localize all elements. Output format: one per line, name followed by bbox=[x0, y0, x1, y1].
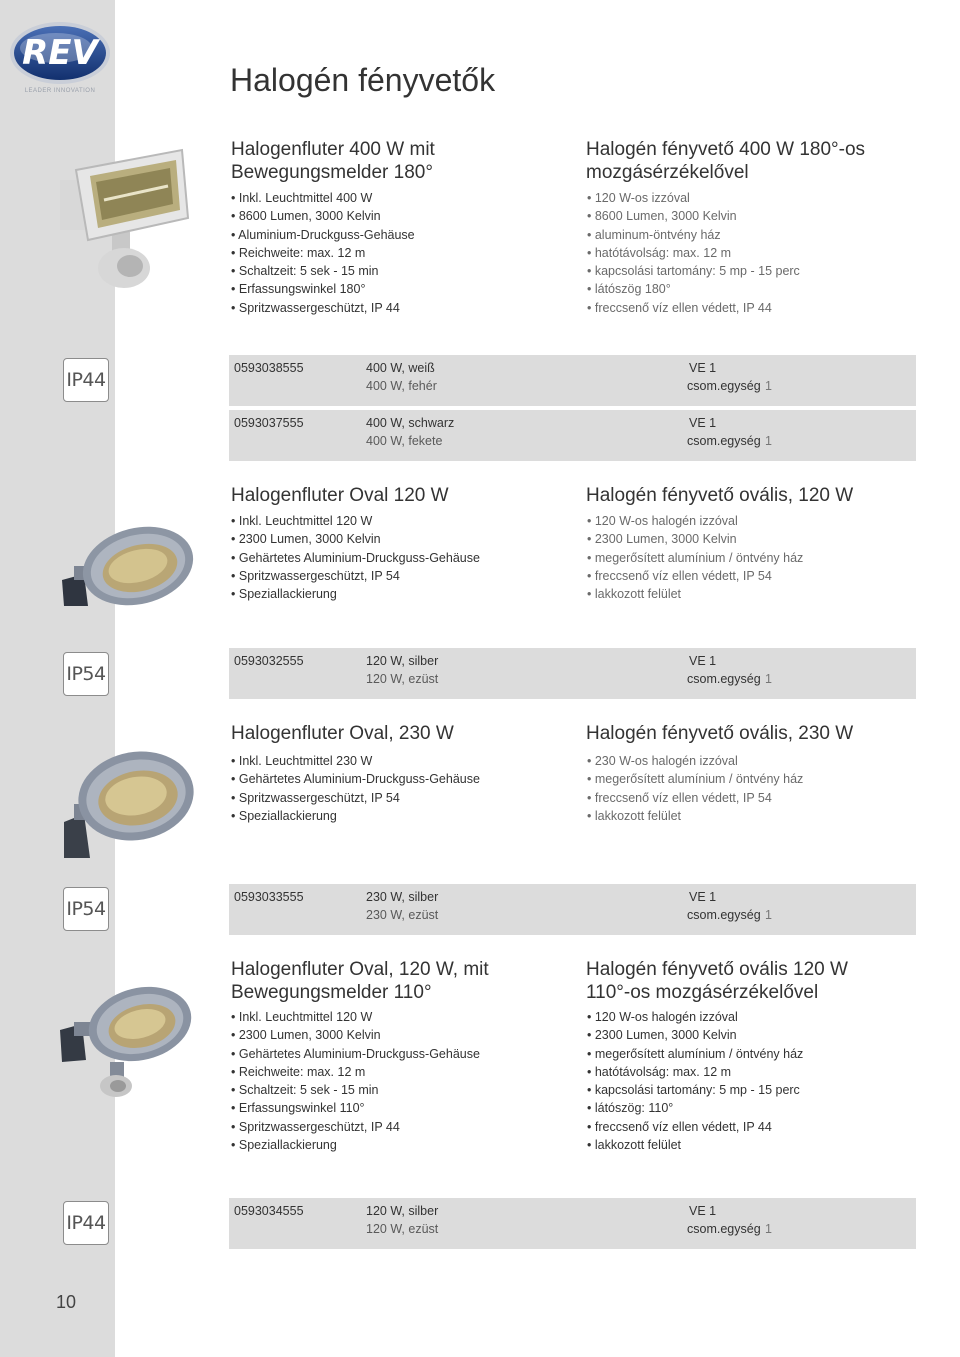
page-number: 10 bbox=[56, 1292, 77, 1312]
rev-logo-icon bbox=[8, 18, 112, 88]
product-photo-floodlight-400w bbox=[52, 140, 202, 290]
packing-unit-count: 1 bbox=[765, 1222, 772, 1236]
product-title-de: Halogenfluter Oval, 120 W, mit Bewegungsmelder 110° bbox=[231, 959, 489, 1003]
feature-item: • Speziallackierung bbox=[231, 585, 480, 603]
packing-unit-de: VE 1 bbox=[689, 890, 717, 904]
feature-item: • Gehärtetes Aluminium-Druckguss-Gehäuse bbox=[231, 1045, 480, 1063]
article-number: 0593033555 bbox=[234, 890, 304, 904]
feature-item: • freccsenő víz ellen védett, IP 44 bbox=[587, 299, 800, 317]
ip-rating-badge: IP54 bbox=[63, 887, 109, 931]
packing-unit-count: 1 bbox=[765, 434, 772, 448]
feature-item: • lakkozott felület bbox=[587, 1136, 803, 1154]
packing-unit-count: 1 bbox=[765, 908, 772, 922]
feature-item: • Spritzwassergeschützt, IP 44 bbox=[231, 1118, 480, 1136]
product-photo-oval-120w bbox=[58, 520, 198, 610]
product-title-hu: Halogén fényvető ovális 120 W 110°-os mozgásérzékelővel bbox=[586, 959, 848, 1003]
feature-item: • freccsenő víz ellen védett, IP 54 bbox=[587, 567, 803, 585]
feature-list-hu bbox=[587, 189, 800, 317]
feature-item: • 2300 Lumen, 3000 Kelvin bbox=[231, 1026, 480, 1044]
order-row bbox=[229, 648, 916, 699]
product-title-de: Halogenfluter Oval 120 W bbox=[231, 485, 449, 506]
feature-item: • látószög: 110° bbox=[587, 1099, 803, 1117]
product-title-hu: Halogén fényvető ovális, 230 W bbox=[586, 723, 854, 744]
feature-list-hu bbox=[587, 752, 803, 825]
variant-de: 120 W, silber bbox=[366, 654, 439, 668]
packing-unit-de: VE 1 bbox=[689, 416, 717, 430]
variant-hu: 230 W, ezüst bbox=[366, 908, 439, 922]
product-photo-oval-120w-sensor bbox=[58, 978, 198, 1098]
packing-unit-count: 1 bbox=[765, 672, 772, 686]
feature-item: • 2300 Lumen, 3000 Kelvin bbox=[587, 530, 803, 548]
feature-item: • 230 W-os halogén izzóval bbox=[587, 752, 803, 770]
feature-item: • megerősített alumínium / öntvény ház bbox=[587, 1045, 803, 1063]
logo-subtitle: LEADER INNOVATION bbox=[24, 88, 96, 94]
feature-item: • Spritzwassergeschützt, IP 44 bbox=[231, 299, 415, 317]
ip-rating-badge: IP44 bbox=[63, 358, 109, 402]
feature-item: • lakkozott felület bbox=[587, 807, 803, 825]
packing-unit-hu: csom.egység bbox=[687, 434, 761, 448]
feature-list-hu bbox=[587, 512, 803, 603]
product-title-hu: Halogén fényvető 400 W 180°-os mozgásérzékelővel bbox=[586, 139, 866, 183]
feature-item: • lakkozott felület bbox=[587, 585, 803, 603]
feature-list-de bbox=[231, 1008, 480, 1154]
variant-hu: 120 W, ezüst bbox=[366, 672, 439, 686]
packing-unit-hu: csom.egység bbox=[687, 1222, 761, 1236]
feature-item: • Aluminium-Druckguss-Gehäuse bbox=[231, 226, 415, 244]
feature-item: • Schaltzeit: 5 sek - 15 min bbox=[231, 1081, 480, 1099]
feature-item: • aluminum-öntvény ház bbox=[587, 226, 800, 244]
order-row bbox=[229, 410, 916, 461]
feature-item: • Spritzwassergeschützt, IP 54 bbox=[231, 567, 480, 585]
packing-unit-de: VE 1 bbox=[689, 361, 717, 375]
feature-item: • 8600 Lumen, 3000 Kelvin bbox=[231, 207, 415, 225]
variant-hu: 400 W, fehér bbox=[366, 379, 437, 393]
feature-item: • Inkl. Leuchtmittel 400 W bbox=[231, 189, 415, 207]
feature-item: • Reichweite: max. 12 m bbox=[231, 244, 415, 262]
feature-item: • Spritzwassergeschützt, IP 54 bbox=[231, 789, 480, 807]
feature-list-de bbox=[231, 189, 415, 317]
article-number: 0593032555 bbox=[234, 654, 304, 668]
order-row bbox=[229, 884, 916, 935]
packing-unit-de: VE 1 bbox=[689, 654, 717, 668]
variant-de: 400 W, weiß bbox=[366, 361, 435, 375]
article-number: 0593037555 bbox=[234, 416, 304, 430]
feature-item: • Erfassungswinkel 110° bbox=[231, 1099, 480, 1117]
article-number: 0593038555 bbox=[234, 361, 304, 375]
ip-rating-badge: IP44 bbox=[63, 1201, 109, 1245]
feature-item: • Gehärtetes Aluminium-Druckguss-Gehäuse bbox=[231, 549, 480, 567]
feature-item: • 2300 Lumen, 3000 Kelvin bbox=[587, 1026, 803, 1044]
logo-text: REV bbox=[22, 33, 98, 73]
feature-item: • 120 W-os halogén izzóval bbox=[587, 1008, 803, 1026]
packing-unit-count: 1 bbox=[765, 379, 772, 393]
feature-item: • megerősített alumínium / öntvény ház bbox=[587, 549, 803, 567]
order-row bbox=[229, 355, 916, 406]
feature-item: • kapcsolási tartomány: 5 mp - 15 perc bbox=[587, 1081, 803, 1099]
variant-de: 230 W, silber bbox=[366, 890, 439, 904]
feature-item: • Reichweite: max. 12 m bbox=[231, 1063, 480, 1081]
product-title-de: Halogenfluter Oval, 230 W bbox=[231, 723, 454, 744]
feature-item: • Gehärtetes Aluminium-Druckguss-Gehäuse bbox=[231, 770, 480, 788]
feature-item: • freccsenő víz ellen védett, IP 54 bbox=[587, 789, 803, 807]
feature-item: • hatótávolság: max. 12 m bbox=[587, 244, 800, 262]
variant-de: 400 W, schwarz bbox=[366, 416, 455, 430]
packing-unit-hu: csom.egység bbox=[687, 672, 761, 686]
feature-list-hu bbox=[587, 1008, 803, 1154]
feature-list-de bbox=[231, 512, 480, 603]
feature-item: • kapcsolási tartomány: 5 mp - 15 perc bbox=[587, 262, 800, 280]
product-photo-oval-230w bbox=[48, 742, 198, 862]
product-title-hu: Halogén fényvető ovális, 120 W bbox=[586, 485, 854, 506]
variant-hu: 400 W, fekete bbox=[366, 434, 443, 448]
feature-item: • Speziallackierung bbox=[231, 807, 480, 825]
feature-item: • 8600 Lumen, 3000 Kelvin bbox=[587, 207, 800, 225]
rev-logo bbox=[8, 18, 112, 102]
feature-item: • 120 W-os izzóval bbox=[587, 189, 800, 207]
page-title: Halogén fényvetők bbox=[230, 62, 496, 98]
feature-item: • Inkl. Leuchtmittel 230 W bbox=[231, 752, 480, 770]
feature-item: • 120 W-os halogén izzóval bbox=[587, 512, 803, 530]
variant-hu: 120 W, ezüst bbox=[366, 1222, 439, 1236]
feature-item: • Erfassungswinkel 180° bbox=[231, 280, 415, 298]
product-title-de: Halogenfluter 400 W mit Bewegungsmelder 180° bbox=[231, 139, 435, 183]
feature-item: • látószög 180° bbox=[587, 280, 800, 298]
feature-item: • hatótávolság: max. 12 m bbox=[587, 1063, 803, 1081]
feature-item: • Speziallackierung bbox=[231, 1136, 480, 1154]
feature-item: • megerősített alumínium / öntvény ház bbox=[587, 770, 803, 788]
order-row bbox=[229, 1198, 916, 1249]
feature-item: • 2300 Lumen, 3000 Kelvin bbox=[231, 530, 480, 548]
feature-item: • Inkl. Leuchtmittel 120 W bbox=[231, 1008, 480, 1026]
ip-rating-badge: IP54 bbox=[63, 652, 109, 696]
packing-unit-hu: csom.egység bbox=[687, 379, 761, 393]
packing-unit-de: VE 1 bbox=[689, 1204, 717, 1218]
feature-list-de bbox=[231, 752, 480, 825]
feature-item: • Schaltzeit: 5 sek - 15 min bbox=[231, 262, 415, 280]
feature-item: • freccsenő víz ellen védett, IP 44 bbox=[587, 1118, 803, 1136]
feature-item: • Inkl. Leuchtmittel 120 W bbox=[231, 512, 480, 530]
article-number: 0593034555 bbox=[234, 1204, 304, 1218]
packing-unit-hu: csom.egység bbox=[687, 908, 761, 922]
variant-de: 120 W, silber bbox=[366, 1204, 439, 1218]
